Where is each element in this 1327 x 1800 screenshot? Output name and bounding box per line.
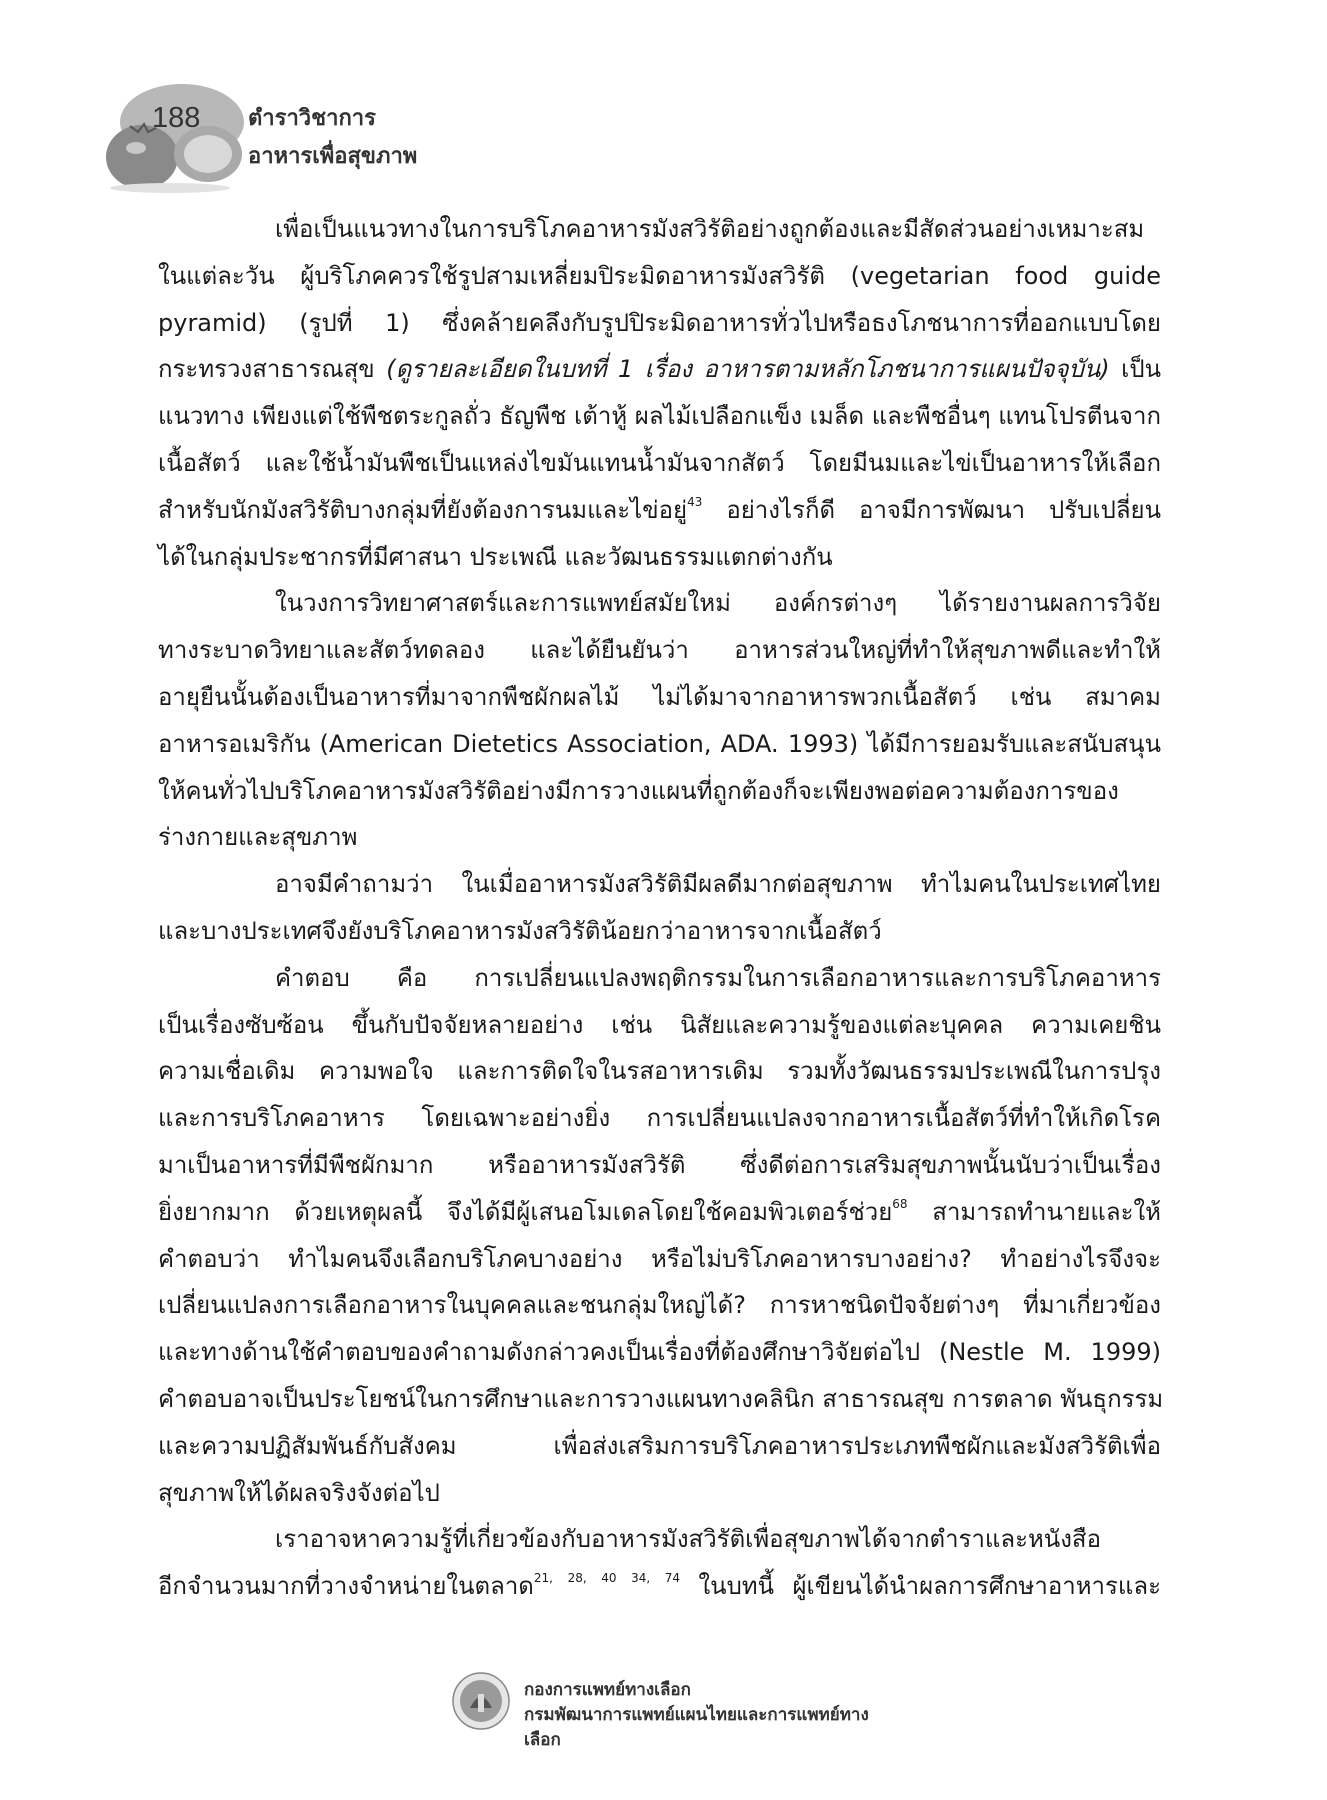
text-line: [158, 1048, 1161, 1095]
text-segment: สามารถทำนายและให้: [907, 1197, 1161, 1226]
text-segment: ความเชื่อเดิม ความพอใจ และการติดใจในรสอาหารเดิม รวมทั้งวัฒนธรรมประเพณีในการปรุง: [158, 1057, 1161, 1086]
text-segment: เพื่อเป็นแนวทางในการบริโภคอาหารมังสวิรัติอย่างถูกต้องและมีสัดส่วนอย่างเหมาะสม: [275, 215, 1145, 243]
text-line: [158, 534, 1161, 581]
text-line: [158, 1142, 1161, 1189]
text-segment: และทางด้านใช้คำตอบของคำถามดังกล่าวคงเป็นเรื่องที่ต้องศึกษาวิจัยต่อไป (Nestle M. 1999): [158, 1338, 1161, 1367]
italic-reference: (ดูรายละเอียดในบทที่ 1 เรื่อง อาหารตามหลักโภชนาการแผนปัจจุบัน): [386, 355, 1110, 384]
text-line: [158, 1470, 1161, 1517]
text-line: [158, 1189, 1161, 1236]
text-line: [158, 440, 1161, 487]
text-line: [158, 861, 1161, 908]
text-line: [158, 814, 1161, 861]
text-line: [158, 1002, 1161, 1049]
footer-org-line-1: กองการแพทย์ทางเลือก: [524, 1680, 691, 1700]
text-segment: ยิ่งยากมาก ด้วยเหตุผลนี้ จึงได้มีผู้เสนอโมเดลโดยใช้คอมพิวเตอร์ช่วย: [158, 1197, 893, 1226]
text-line: [158, 1516, 1161, 1563]
book-title-line-2: อาหารเพื่อสุขภาพ: [248, 144, 418, 169]
book-title: [248, 100, 417, 176]
paragraph: [158, 580, 1161, 861]
text-segment: คำตอบ คือ การเปลี่ยนแปลงพฤติกรรมในการเลือกอาหารและการบริโภคอาหาร: [275, 963, 1161, 992]
text-line: [158, 346, 1161, 393]
text-line: [158, 1563, 1161, 1610]
text-line: [158, 1423, 1161, 1470]
text-line: [158, 1282, 1161, 1329]
tomato-illustration-icon: [100, 82, 250, 194]
text-line: [158, 1236, 1161, 1283]
text-line: [158, 1376, 1164, 1423]
book-title-line-1: ตำราวิชาการ: [248, 106, 376, 131]
page-number: 188: [152, 102, 201, 134]
citation-superscript: 43: [687, 494, 703, 509]
page-footer: [452, 1668, 892, 1750]
text-segment: ได้ในกลุ่มประชากรที่มีศาสนา ประเพณี และวัฒนธรรมแตกต่างกัน: [158, 542, 833, 571]
text-segment: และความปฏิสัมพันธ์กับสังคม เพื่อส่งเสริมการบริโภคอาหารประเภทพืชผักและมังสวิรัติเพื่อ: [158, 1431, 1161, 1460]
text-segment: เราอาจหาความรู้ที่เกี่ยวข้องกับอาหารมังสวิรัติเพื่อสุขภาพได้จากตำราและหนังสือ: [275, 1525, 1101, 1554]
text-segment: pyramid) (รูปที่ 1) ซึ่งคล้ายคลึงกับรูปปิระมิดอาหารทั่วไปหรือธงโภชนาการที่ออกแบบโดย: [158, 308, 1161, 337]
text-line: [158, 300, 1161, 347]
paragraph: [158, 955, 1164, 1517]
footer-organization: [524, 1678, 892, 1753]
text-line: [158, 1095, 1161, 1142]
text-segment: กระทรวงสาธารณสุข: [158, 355, 387, 384]
text-line: [158, 674, 1161, 721]
text-segment: อีกจำนวนมากที่วางจำหน่ายในตลาด: [158, 1572, 534, 1601]
text-line: [158, 1329, 1161, 1376]
text-segment: ให้คนทั่วไปบริโภคอาหารมังสวิรัติอย่างมีการวางแผนที่ถูกต้องก็จะเพียงพอต่อความต้องการของ: [158, 776, 1119, 805]
text-segment: เนื้อสัตว์ และใช้น้ำมันพืชเป็นแหล่งไขมันแทนน้ำมันจากสัตว์ โดยมีนมและไข่เป็นอาหารให้เลือก: [158, 448, 1161, 477]
text-line: [158, 627, 1161, 674]
text-line: [158, 955, 1161, 1002]
text-segment: และบางประเทศจึงยังบริโภคอาหารมังสวิรัติน้อยกว่าอาหารจากเนื้อสัตว์: [158, 916, 882, 945]
text-segment: สำหรับนักมังสวิรัติบางกลุ่มที่ยังต้องการนมและไข่อยู่: [158, 495, 688, 524]
page-header: [100, 82, 520, 197]
text-line: [158, 487, 1161, 534]
department-seal-icon: [452, 1672, 510, 1730]
text-segment: อาจมีคำถามว่า ในเมื่ออาหารมังสวิรัติมีผลดีมากต่อสุขภาพ ทำไมคนในประเทศไทย: [275, 870, 1161, 899]
text-segment: ในวงการวิทยาศาสตร์และการแพทย์สมัยใหม่ องค์กรต่างๆ ได้รายงานผลการวิจัย: [275, 589, 1161, 618]
citation-superscript: 68: [892, 1196, 908, 1211]
text-segment: เป็น: [1109, 355, 1161, 384]
text-segment: ทางระบาดวิทยาและสัตว์ทดลอง และได้ยืนยันว่า อาหารส่วนใหญ่ที่ทำให้สุขภาพดีและทำให้: [158, 636, 1161, 665]
text-line: [158, 580, 1161, 627]
text-segment: คำตอบว่า ทำไมคนจึงเลือกบริโภคบางอย่าง หรือไม่บริโภคอาหารบางอย่าง? ทำอย่างไรจึงจะ: [158, 1244, 1161, 1273]
text-line: [158, 393, 1161, 440]
text-segment: อายุยืนนั้นต้องเป็นอาหารที่มาจากพืชผักผลไม้ ไม่ได้มาจากอาหารพวกเนื้อสัตว์ เช่น สมาคม: [158, 682, 1161, 711]
text-line: [158, 253, 1161, 300]
citation-superscript: 21, 28, 40 34, 74: [533, 1571, 681, 1586]
paragraph: [158, 206, 1161, 580]
text-segment: ในบทนี้ ผู้เขียนได้นำผลการศึกษาอาหารและ: [680, 1572, 1161, 1601]
footer-org-line-2: กรมพัฒนาการแพทย์แผนไทยและการแพทย์ทางเลือก: [524, 1705, 869, 1750]
text-segment: มาเป็นอาหารที่มีพืชผักมาก หรืออาหารมังสวิรัติ ซึ่งดีต่อการเสริมสุขภาพนั้นนับว่าเป็นเรื่อง: [158, 1150, 1161, 1179]
text-segment: เปลี่ยนแปลงการเลือกอาหารในบุคคลและชนกลุ่มใหญ่ได้? การหาชนิดปัจจัยต่างๆ ที่มาเกี่ยวข้อง: [158, 1291, 1161, 1320]
paragraph: [158, 861, 1161, 955]
text-segment: ร่างกายและสุขภาพ: [158, 823, 358, 852]
text-line: [158, 206, 1161, 253]
text-line: [158, 768, 1161, 815]
text-segment: สุขภาพให้ได้ผลจริงจังต่อไป: [158, 1478, 440, 1507]
text-segment: ในแต่ละวัน ผู้บริโภคควรใช้รูปสามเหลี่ยมปิระมิดอาหารมังสวิรัติ (vegetarian food guide: [158, 261, 1161, 290]
text-line: [158, 908, 1161, 955]
text-segment: คำตอบอาจเป็นประโยชน์ในการศึกษาและการวางแผนทางคลินิก สาธารณสุข การตลาด พันธุกรรม: [158, 1384, 1164, 1413]
body-text: [158, 206, 1164, 1610]
text-segment: อาหารอเมริกัน (American Dietetics Association, ADA. 1993) ได้มีการยอมรับและสนับสนุน: [158, 729, 1161, 758]
text-segment: และการบริโภคอาหาร โดยเฉพาะอย่างยิ่ง การเปลี่ยนแปลงจากอาหารเนื้อสัตว์ที่ทำให้เกิดโรค: [158, 1104, 1161, 1133]
text-segment: อย่างไรก็ดี อาจมีการพัฒนา ปรับเปลี่ยน: [702, 495, 1161, 524]
text-segment: แนวทาง เพียงแต่ใช้พืชตระกูลถั่ว ธัญพืช เต้าหู้ ผลไม้เปลือกแข็ง เมล็ด และพืชอื่นๆ แทนโปรตีนจาก: [158, 402, 1161, 431]
paragraph: [158, 1516, 1161, 1610]
text-segment: เป็นเรื่องซับซ้อน ขึ้นกับปัจจัยหลายอย่าง เช่น นิสัยและความรู้ของแต่ละบุคคล ความเคยชิน: [158, 1010, 1161, 1039]
text-line: [158, 721, 1161, 768]
